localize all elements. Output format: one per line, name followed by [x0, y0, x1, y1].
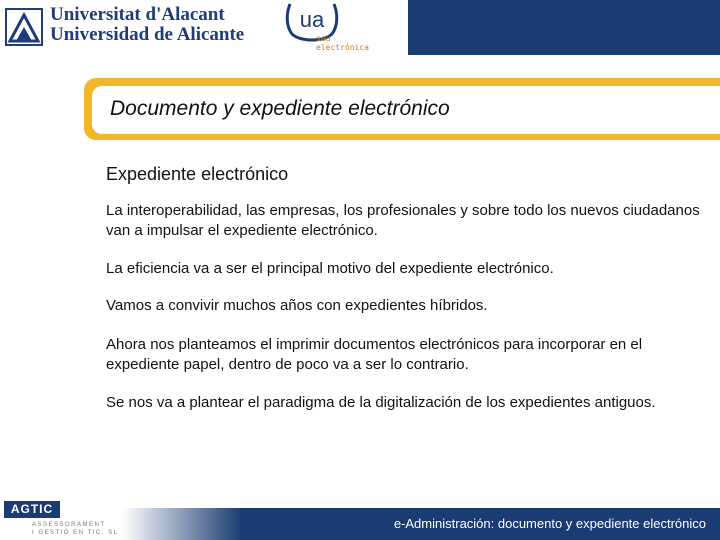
ua-subtitle-line1: seu	[316, 34, 331, 43]
university-name	[50, 5, 244, 45]
header-band	[408, 0, 720, 55]
paragraph: Ahora nos planteamos el imprimir documentos electrónicos para incorporar en el expediente papel, dentro de poco va a ser lo contrario.	[106, 336, 643, 373]
agtic-subtitle-line2: I GESTIÓ EN TIC, SL	[32, 530, 119, 536]
ua-mark-text: ua	[299, 7, 325, 32]
university-logo	[0, 0, 245, 52]
paragraph: La interoperabilidad, las empresas, los profesionales y sobre todo los nuevos ciudadanos van a impulsar el expediente electrónico.	[106, 202, 700, 239]
footer-text: e-Administración: documento y expediente electrónico	[393, 516, 706, 531]
agtic-logo	[4, 501, 119, 539]
ua-subtitle	[316, 34, 369, 52]
paragraph: Vamos a convivir muchos años con expedientes híbridos.	[106, 297, 488, 314]
footer-band	[122, 508, 720, 540]
paragraph: La eficiencia va a ser el principal motivo del expediente electrónico.	[106, 260, 554, 277]
agtic-badge: AGTIC	[4, 501, 60, 518]
university-name-line1: Universitat d'Alacant	[50, 4, 225, 25]
seu-electronica-logo	[284, 0, 394, 54]
ua-subtitle-line2: electrónica	[316, 43, 369, 52]
section-heading: Expediente electrónico	[106, 164, 289, 184]
university-emblem-icon	[4, 7, 44, 47]
agtic-subtitle	[32, 521, 118, 537]
paragraph: Se nos va a plantear el paradigma de la digitalización de los expedientes antiguos.	[106, 394, 656, 411]
university-name-line2: Universidad de Alicante	[50, 24, 245, 45]
agtic-subtitle-line1: ASSESSORAMENT	[32, 522, 106, 528]
header	[0, 0, 720, 56]
slide-title: Documento y expediente electrónico	[110, 97, 450, 120]
